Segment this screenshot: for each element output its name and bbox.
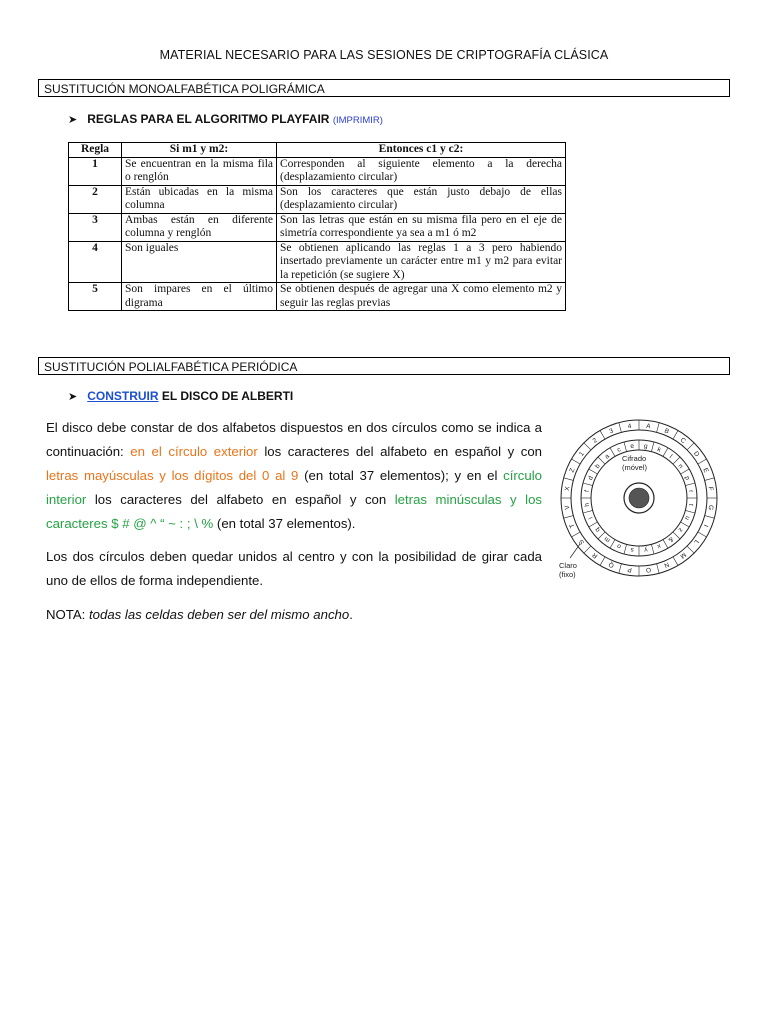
- disc-outer-letter: O: [645, 565, 652, 574]
- cell-divider: [687, 443, 694, 450]
- disc-outer-letter: 3: [608, 427, 615, 436]
- page-title: MATERIAL NECESARIO PARA LAS SESIONES DE CRIPTOGRAFÍA CLÁSICA: [159, 48, 609, 62]
- disc-inner-letter: &: [666, 535, 675, 544]
- cell-divider: [598, 532, 605, 539]
- cell-divider: [583, 483, 593, 486]
- disc-label-cifrado: Cifrado: [622, 454, 647, 463]
- table-header-row: [69, 143, 566, 158]
- section-header-monoalfabetica: SUSTITUCIÓN MONOALFABÉTICA POLIGRÁMICA: [38, 79, 730, 97]
- disc-inner-letter: e: [629, 442, 635, 451]
- highlight-inner-circle: círculo interior: [46, 468, 542, 507]
- cell-divider: [673, 457, 680, 464]
- disc-outer-letter: 2: [591, 436, 599, 445]
- bullet-playfair-label: REGLAS PARA EL ALGORITMO PLAYFAIR: [87, 112, 330, 126]
- text-run: los caracteres del alfabeto en español y con: [86, 492, 395, 507]
- cell-divider: [600, 557, 605, 566]
- disc-outer-letter: M: [678, 550, 688, 560]
- cell-divider: [651, 544, 654, 554]
- text-run: (en total 37 elementos); y en el: [298, 468, 504, 483]
- disc-outer-letter: G: [706, 504, 715, 511]
- cell-divider: [685, 483, 695, 486]
- disc-inner-letter: k: [656, 446, 662, 454]
- rule-condition: Son impares en el último digrama: [122, 283, 277, 311]
- cell-divider: [564, 478, 574, 481]
- disc-outer-letter: T: [568, 522, 577, 529]
- table-row: [69, 213, 566, 241]
- note-text: todas las celdas deben ser del mismo ancho: [88, 607, 350, 622]
- cell-divider: [663, 448, 668, 457]
- cell-divider: [705, 478, 715, 481]
- rule-result: Son los caracteres que están justo debajo de ellas (desplazamiento circular): [277, 185, 566, 213]
- cell-divider: [657, 423, 660, 433]
- cell-divider: [584, 443, 591, 450]
- header-si: Si m1 y m2:: [122, 143, 277, 158]
- disc-inner-letter: o: [616, 542, 623, 550]
- disc-outer-letter: E: [701, 467, 710, 474]
- disc-label-claro: Claro: [559, 561, 577, 570]
- cell-divider: [600, 430, 605, 439]
- disc-outer-letter: P: [626, 565, 633, 574]
- cell-divider: [685, 510, 695, 513]
- disc-inner-letter: l: [667, 453, 674, 460]
- print-note: (IMPRIMIR): [332, 115, 383, 126]
- note-label: NOTA:: [46, 607, 89, 622]
- cell-divider: [619, 564, 622, 574]
- cell-divider: [698, 532, 707, 537]
- rule-condition: Ambas están en diferente columna y renglón: [122, 213, 277, 241]
- cell-divider: [681, 522, 690, 527]
- rule-condition: Son iguales: [122, 241, 277, 283]
- bullet-alberti-label: EL DISCO DE ALBERTI: [158, 389, 294, 403]
- disc-inner-letter: p: [683, 475, 691, 482]
- disc-outer-letter: 1: [577, 450, 586, 458]
- cell-divider: [705, 516, 715, 519]
- alberti-disc-illustration: [556, 418, 722, 588]
- text-run: El disco debe constar de dos alfabetos dispuestos en dos círculos como se indica a continuación:: [46, 420, 542, 459]
- rule-number: 2: [69, 185, 122, 213]
- disc-inner-letter: a: [603, 452, 611, 461]
- disc-outer-letter: Q: [607, 560, 616, 569]
- highlight-uppercase-digits: letras mayúsculas y los dígitos del 0 al 9: [46, 468, 299, 483]
- disc-inner-letter: n: [676, 462, 685, 470]
- text-run: .: [349, 607, 353, 622]
- disc-outer-letter: X: [563, 485, 572, 492]
- arrow-bullet-icon: ➤: [68, 391, 78, 403]
- disc-inner-letter: m: [603, 534, 612, 544]
- disc-inner-letter: t: [686, 503, 695, 507]
- disc-inner-letter: y: [643, 545, 648, 554]
- cell-divider: [624, 544, 627, 554]
- arrow-bullet-icon: ➤: [68, 114, 78, 126]
- text-run: (en total 37 elementos).: [213, 516, 356, 531]
- rule-number: 1: [69, 157, 122, 185]
- disc-outer-letter: R: [591, 550, 600, 560]
- disc-outer-letter: I: [701, 523, 710, 528]
- cell-divider: [571, 532, 580, 537]
- section-header-polialfabetica: SUSTITUCIÓN POLIALFABÉTICA PERIÓDICA: [38, 357, 730, 375]
- table-row: [69, 283, 566, 311]
- disc-inner-letter: q: [593, 526, 602, 534]
- text-run: los caracteres del alfabeto en español y con: [257, 444, 542, 459]
- rule-result: Son las letras que están en su misma fila pero en el eje de simetría correspondiente ya sea a m1 ó m2: [277, 213, 566, 241]
- disc-inner-letter: z: [676, 526, 685, 534]
- rule-number: 5: [69, 283, 122, 311]
- disc-inner-letter: h: [583, 502, 592, 508]
- cell-divider: [673, 532, 680, 539]
- alberti-description: [46, 416, 542, 536]
- cell-divider: [589, 469, 598, 474]
- cell-divider: [624, 442, 627, 452]
- playfair-rules-table: [68, 142, 566, 311]
- cell-divider: [583, 510, 593, 513]
- disc-inner-letter: i: [587, 515, 595, 520]
- alberti-paragraph-2: Los dos círculos deben quedar unidos al centro y con la posibilidad de girar cada uno de ellos de forma independiente.: [46, 549, 542, 588]
- disc-inner-letter: u: [683, 514, 691, 521]
- disc-outer-letter: Z: [568, 467, 577, 474]
- disc-inner-letter: x: [656, 542, 662, 550]
- cell-divider: [610, 448, 615, 457]
- cell-divider: [673, 430, 678, 439]
- cell-divider: [681, 469, 690, 474]
- rule-number: 3: [69, 213, 122, 241]
- highlight-lowercase-symbols: letras minúsculas y los caracteres $ # @ ^ “ ~ : ; \ %: [46, 492, 542, 531]
- rule-number: 4: [69, 241, 122, 283]
- cell-divider: [584, 546, 591, 553]
- cell-divider: [687, 546, 694, 553]
- table-row: [69, 185, 566, 213]
- table-row: [69, 241, 566, 283]
- disc-outer-letter: V: [563, 504, 572, 511]
- cell-divider: [564, 516, 574, 519]
- bullet-alberti: [68, 389, 293, 403]
- table-row: [69, 157, 566, 185]
- cell-divider: [598, 457, 605, 464]
- header-entonces: Entonces c1 y c2:: [277, 143, 566, 158]
- disc-inner-letter: d: [587, 475, 595, 482]
- disc-outer-letter: N: [663, 560, 671, 569]
- cell-divider: [571, 459, 580, 464]
- header-regla: Regla: [69, 143, 122, 158]
- highlight-outer-circle: en el círculo exterior: [130, 444, 258, 459]
- note: [46, 603, 542, 627]
- cell-divider: [663, 540, 668, 549]
- disc-outer-letter: C: [678, 436, 687, 446]
- disc-inner-letter: f: [583, 489, 592, 493]
- disc-inner-letter: r: [686, 489, 695, 493]
- disc-inner-letter: b: [593, 462, 602, 470]
- construir-link[interactable]: CONSTRUIR: [87, 389, 159, 403]
- rule-result: Se obtienen aplicando las reglas 1 a 3 pero habiendo insertado previamente un carácter entre m1 y m2 para evitar la repetición (se sugiere X): [277, 241, 566, 283]
- disc-inner-letter: c: [616, 446, 622, 454]
- disc-outer-letter: S: [577, 537, 586, 546]
- bullet-playfair: [68, 112, 383, 126]
- rule-result: Corresponden al siguiente elemento a la derecha (desplazamiento circular): [277, 157, 566, 185]
- cell-divider: [698, 459, 707, 464]
- cell-divider: [589, 522, 598, 527]
- disc-outer-letter: L: [692, 538, 701, 546]
- rule-result: Se obtienen después de agregar una X como elemento m2 y seguir las reglas previas: [277, 283, 566, 311]
- disc-outer-letter: D: [691, 450, 701, 459]
- disc-label-movel: (móvel): [622, 463, 648, 472]
- disc-outer-letter: A: [645, 422, 652, 431]
- cell-divider: [657, 564, 660, 574]
- disc-inner-letter: g: [643, 442, 649, 451]
- disc-outer-letter: 4: [627, 422, 632, 431]
- disc-inner-letter: s: [630, 545, 635, 554]
- cell-divider: [651, 442, 654, 452]
- disc-outer-letter: F: [706, 486, 715, 492]
- rule-condition: Están ubicadas en la misma columna: [122, 185, 277, 213]
- disc-label-fixo: (fixo): [559, 570, 576, 579]
- disc-outer-letter: B: [663, 427, 670, 436]
- cell-divider: [619, 423, 622, 433]
- cell-divider: [673, 557, 678, 566]
- rule-condition: Se encuentran en la misma fila o renglón: [122, 157, 277, 185]
